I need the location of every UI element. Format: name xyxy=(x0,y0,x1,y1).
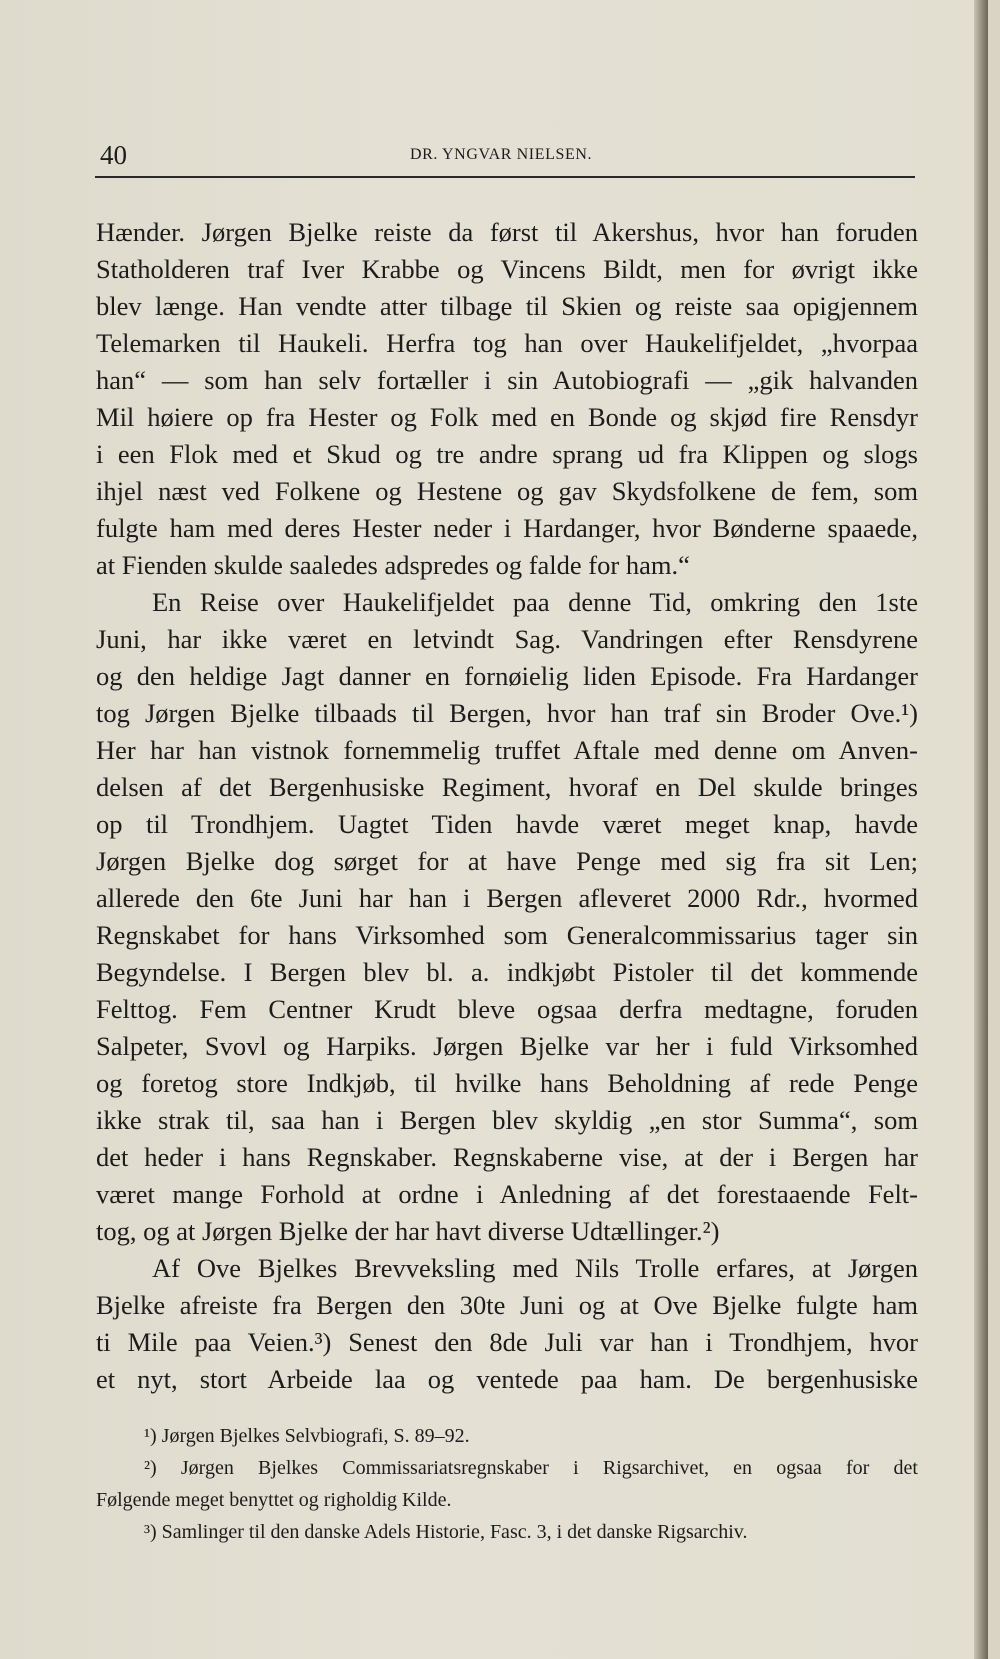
footnote: ³) Samlinger til den danske Adels Historie, Fasc. 3, i det danske Rigsarchiv. xyxy=(144,1521,748,1543)
text-line: ihjel næst ved Folkene og Hestene og gav Skydsfolkene de fem, som xyxy=(96,476,918,506)
text-line: et nyt, stort Arbeide laa og ventede paa ham. De bergenhusiske xyxy=(96,1364,918,1394)
text-line: Regnskabet for hans Virksomhed som Generalcommissarius tager sin xyxy=(96,920,918,950)
text-line: at Fienden skulde saaledes adspredes og falde for ham.“ xyxy=(96,550,690,580)
text-line: delsen af det Bergenhusiske Regiment, hvoraf en Del skulde bringes xyxy=(96,772,918,802)
text-line: ikke strak til, saa han i Bergen blev skyldig „en stor Summa“, som xyxy=(96,1105,918,1135)
text-line: Hænder. Jørgen Bjelke reiste da først til Akershus, hvor han foruden xyxy=(96,217,918,247)
running-head: DR. YNGVAR NIELSEN. xyxy=(410,146,593,163)
page-header xyxy=(100,136,915,176)
text-line: og foretog store Indkjøb, til hvilke hans Beholdning af rede Penge xyxy=(96,1068,918,1098)
text-line: Telemarken til Haukeli. Herfra tog han over Haukelifjeldet, „hvorpaa xyxy=(96,328,918,358)
text-line: og den heldige Jagt danner en fornøielig liden Episode. Fra Hardanger xyxy=(96,661,918,691)
text-line: Bjelke afreiste fra Bergen den 30te Juni og at Ove Bjelke fulgte ham xyxy=(96,1290,918,1320)
text-line: tog, og at Jørgen Bjelke der har havt diverse Udtællinger.²) xyxy=(96,1216,720,1246)
text-line: været mange Forhold at ordne i Anledning af det forestaaende Felt- xyxy=(96,1179,918,1209)
text-line: blev længe. Han vendte atter tilbage til Skien og reiste saa opigjennem xyxy=(96,291,918,321)
text-line: allerede den 6te Juni har han i Bergen afleveret 2000 Rdr., hvormed xyxy=(96,883,918,913)
text-line: han“ — som han selv fortæller i sin Autobiografi — „gik halvanden xyxy=(96,365,918,395)
footnote: ²) Jørgen Bjelkes Commissariatsregnskaber i Rigsarchivet, en ogsaa for det xyxy=(144,1457,918,1479)
text-line: Mil høiere op fra Hester og Folk med en Bonde og skjød fire Rensdyr xyxy=(96,402,918,432)
page-number: 40 xyxy=(100,140,127,170)
text-line: En Reise over Haukelifjeldet paa denne Tid, omkring den 1ste xyxy=(152,587,918,617)
text-line: Salpeter, Svovl og Harpiks. Jørgen Bjelke var her i fuld Virksomhed xyxy=(96,1031,918,1061)
text-line: op til Trondhjem. Uagtet Tiden havde været meget knap, havde xyxy=(96,809,918,839)
header-rule xyxy=(95,176,915,178)
body-text xyxy=(96,214,918,1398)
page-edge-shadow xyxy=(974,0,988,1659)
text-line: Felttog. Fem Centner Krudt bleve ogsaa derfra medtagne, foruden xyxy=(96,994,918,1024)
footnotes xyxy=(96,1420,918,1548)
text-line: det heder i hans Regnskaber. Regnskaberne vise, at der i Bergen har xyxy=(96,1142,918,1172)
footnote: ¹) Jørgen Bjelkes Selvbiografi, S. 89–92. xyxy=(144,1425,470,1447)
text-line: Statholderen traf Iver Krabbe og Vincens Bildt, men for øvrigt ikke xyxy=(96,254,918,284)
text-line: tog Jørgen Bjelke tilbaads til Bergen, hvor han traf sin Broder Ove.¹) xyxy=(96,698,918,728)
text-line: Her har han vistnok fornemmelig truffet Aftale med denne om Anven- xyxy=(96,735,918,765)
text-line: Juni, har ikke været en letvindt Sag. Vandringen efter Rensdyrene xyxy=(96,624,918,654)
text-line: i een Flok med et Skud og tre andre sprang ud fra Klippen og slogs xyxy=(96,439,918,469)
text-line: Begyndelse. I Bergen blev bl. a. indkjøbt Pistoler til det kommende xyxy=(96,957,918,987)
footnote-continuation: Følgende meget benyttet og righoldig Kilde. xyxy=(96,1489,452,1511)
text-line: Af Ove Bjelkes Brevveksling med Nils Trolle erfares, at Jørgen xyxy=(152,1253,918,1283)
text-line: Jørgen Bjelke dog sørget for at have Penge med sig fra sit Len; xyxy=(96,846,918,876)
text-line: ti Mile paa Veien.³) Senest den 8de Juli var han i Trondhjem, hvor xyxy=(96,1327,918,1357)
text-line: fulgte ham med deres Hester neder i Hardanger, hvor Bønderne spaaede, xyxy=(96,513,918,543)
